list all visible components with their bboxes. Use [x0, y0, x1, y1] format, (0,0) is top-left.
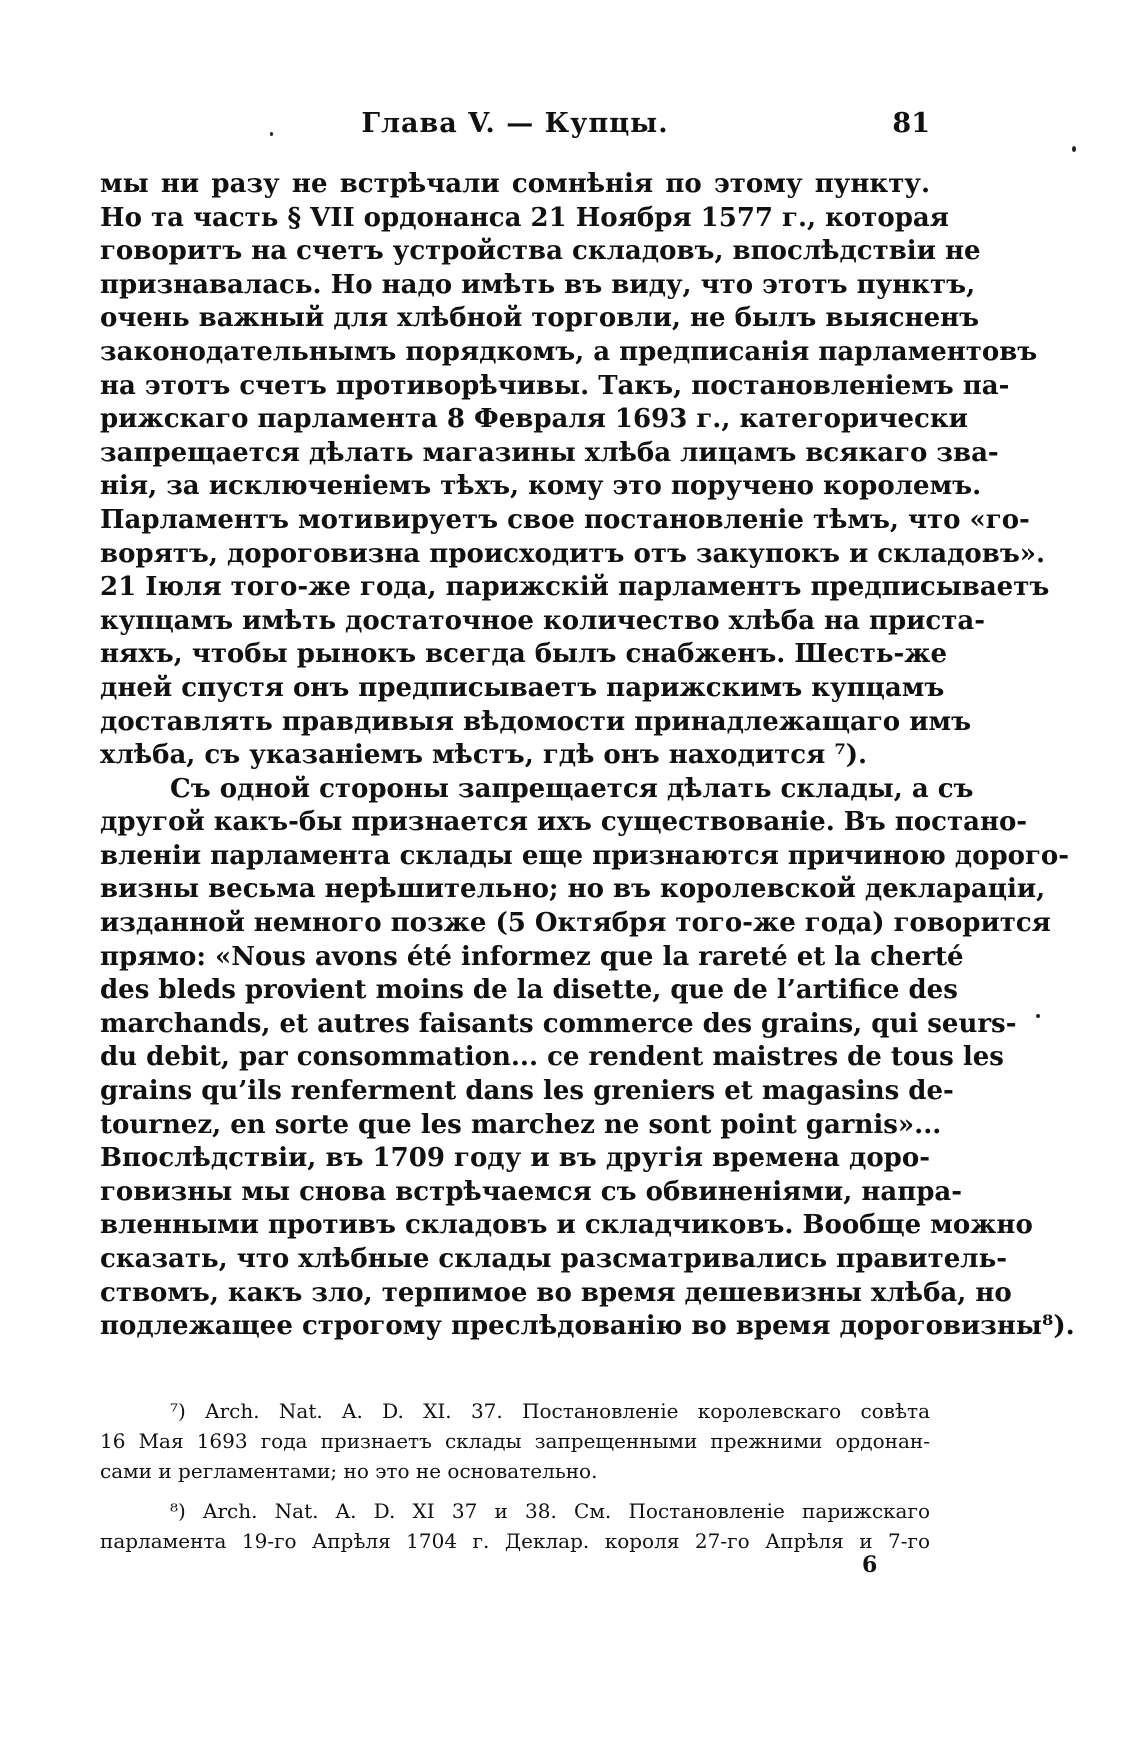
- text-line: Парламентъ мотивируетъ свое постановленіе тѣмъ, что «го-: [100, 504, 1030, 535]
- text-line: tournez, en sorte que les marchez ne sont point garnis»...: [100, 1109, 942, 1140]
- text-line: вленными противъ складовъ и складчиковъ. Вообще можно: [100, 1210, 1033, 1241]
- text-line: очень важный для хлѣбной торговли, не былъ выясненъ: [100, 303, 980, 334]
- text-line: Впослѣдствіи, въ 1709 году и въ другія времена доро-: [100, 1143, 930, 1174]
- text-line: Съ одной стороны запрещается дѣлать склады, а съ: [170, 773, 974, 804]
- text-line: законодательнымъ порядкомъ, а предписанія парламентовъ: [100, 336, 1038, 367]
- footnote-8-line: парламента 19-го Апрѣля 1704 г. Деклар. короля 27-го Апрѣля и 7-го: [100, 1529, 930, 1553]
- text-line: дней спустя онъ предписываетъ парижскимъ купцамъ: [100, 672, 945, 703]
- text-line: хлѣба, съ указаніемъ мѣстъ, гдѣ онъ находится ⁷).: [100, 740, 868, 771]
- footnotes: [100, 1396, 930, 1556]
- text-line: ствомъ, какъ зло, терпимое во время дешевизны хлѣба, но: [100, 1277, 1012, 1308]
- text-line: прямо: «Nous avons été informez que la rareté et la cherté: [100, 941, 964, 972]
- running-title: Глава V. — Купцы.: [361, 108, 669, 139]
- text-line: рижскаго парламента 8 Февраля 1693 г., категорически: [100, 404, 968, 435]
- text-line: вленіи парламента склады еще признаются причиною дорого-: [100, 840, 1070, 871]
- text-line: 21 Іюля того-же года, парижскій парламентъ предписываетъ: [100, 572, 1050, 603]
- footnote-7-line: 16 Мая 1693 года признаетъ склады запрещенными прежними ордонан-: [100, 1429, 930, 1453]
- page-number: 81: [892, 108, 930, 139]
- text-line: визны весьма нерѣшительно; но въ королевской деклараціи,: [100, 874, 1046, 905]
- text-line: на этотъ счетъ противорѣчивы. Такъ, постановленіемъ па-: [100, 370, 1010, 401]
- text-line: говизны мы снова встрѣчаемся съ обвиненіями, напра-: [100, 1176, 963, 1207]
- text-line: доставлять правдивыя вѣдомости принадлежащаго имъ: [100, 706, 972, 737]
- text-line: ворятъ, дороговизна происходитъ отъ закупокъ и складовъ».: [100, 538, 1046, 569]
- text-line: marchands, et autres faisants commerce des grains, qui seurs-: [100, 1008, 1017, 1039]
- signature-mark: 6: [862, 1552, 878, 1578]
- text-line: изданной немного позже (5 Октября того-же года) говорится: [100, 908, 1051, 939]
- text-line: запрещается дѣлать магазины хлѣба лицамъ всякаго зва-: [100, 437, 999, 468]
- text-line: des bleds provient moins de la disette, que de l’artifice des: [100, 975, 958, 1006]
- text-line: grains qu’ils renferment dans les greniers et magasins de-: [100, 1076, 954, 1107]
- text-line: подлежащее строгому преслѣдованію во время дороговизны⁸).: [100, 1311, 1075, 1342]
- scan-speck: [1036, 1014, 1040, 1018]
- text-line: признавалась. Но надо имѣть въ виду, что этотъ пунктъ,: [100, 269, 976, 300]
- text-line: няхъ, чтобы рынокъ всегда былъ снабженъ. Шесть-же: [100, 639, 948, 670]
- footnote-gap: [100, 1486, 930, 1496]
- text-line: нія, за исключеніемъ тѣхъ, кому это поручено королемъ.: [100, 471, 982, 502]
- text-line: купцамъ имѣть достаточное количество хлѣба на приста-: [100, 605, 986, 636]
- text-line: Но та часть § VII ордонанса 21 Ноября 1577 г., которая: [100, 202, 949, 233]
- footnote-7-line: сами и регламентами; но это не основательно.: [100, 1459, 598, 1483]
- page-header: [100, 108, 930, 148]
- scan-speck: [270, 132, 273, 136]
- text-line: говоритъ на счетъ устройства складовъ, впослѣдствіи не: [100, 236, 981, 267]
- footnote-7-line: ⁷) Arch. Nat. A. D. XI. 37. Постановленіе королевскаго совѣта: [170, 1399, 930, 1423]
- text-line: мы ни разу не встрѣчали сомнѣнія по этому пункту.: [100, 169, 930, 199]
- text-line: другой какъ-бы признается ихъ существованіе. Въ постано-: [100, 807, 1028, 838]
- footnote-8-line: ⁸) Arch. Nat. A. D. XI 37 и 38. См. Постановленіе парижскаго: [170, 1499, 930, 1523]
- scan-speck: [1072, 146, 1076, 152]
- text-line: сказать, что хлѣбные склады разсматривались правитель-: [100, 1244, 1008, 1274]
- text-line: du debit, par consommation... ce rendent maistres de tous les: [100, 1042, 1004, 1073]
- body-text: [100, 168, 1075, 1344]
